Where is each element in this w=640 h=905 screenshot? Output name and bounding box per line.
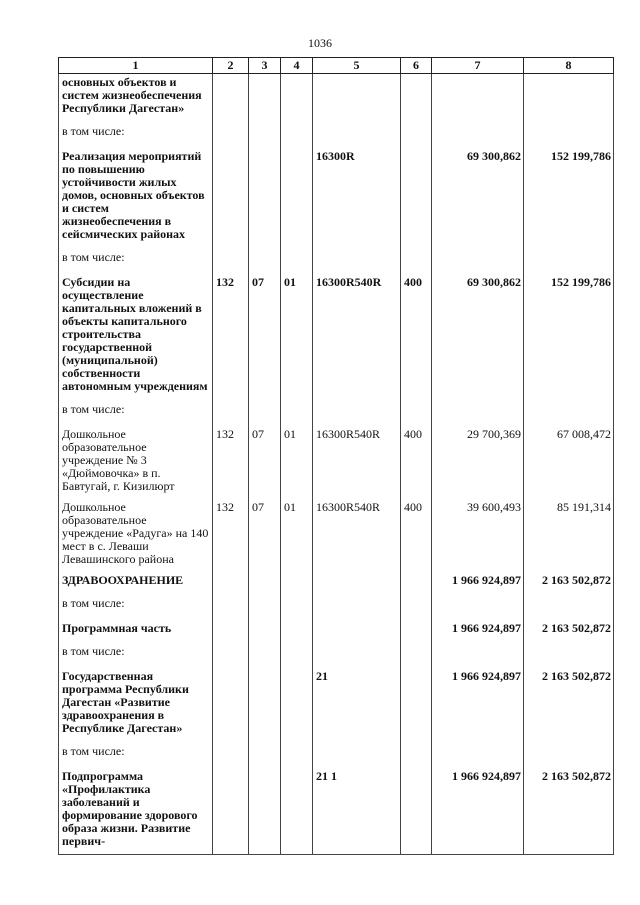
table-cell: в том числе: <box>59 121 213 148</box>
table-cell <box>313 247 401 274</box>
table-cell: 152 199,786 <box>524 148 614 247</box>
table-cell: Подпрограмма «Профилактика заболеваний и формирование здорового образа жизни. Развитие первич- <box>59 768 213 855</box>
table-cell <box>213 768 249 855</box>
table-cell <box>213 148 249 247</box>
column-header: 2 <box>213 58 249 74</box>
table-cell: Субсидии на осуществление капитальных вложений в объекты капитального строительства государственной (муниципальной) собственности автономным учреждениям <box>59 274 213 399</box>
table-row <box>59 74 614 122</box>
table-cell: 132 <box>213 499 249 572</box>
table-cell: 2 163 502,872 <box>524 620 614 641</box>
table-cell <box>524 399 614 426</box>
table-cell: 01 <box>281 426 313 499</box>
table-cell <box>213 399 249 426</box>
table-cell: 69 300,862 <box>432 274 524 399</box>
table-cell: в том числе: <box>59 641 213 668</box>
table-cell <box>401 741 432 768</box>
table-cell <box>313 572 401 593</box>
subheading-row <box>59 399 614 426</box>
table-cell <box>401 399 432 426</box>
table-cell <box>281 247 313 274</box>
table-cell <box>432 121 524 148</box>
table-row <box>59 620 614 641</box>
column-header: 6 <box>401 58 432 74</box>
column-header: 4 <box>281 58 313 74</box>
subheading-row <box>59 121 614 148</box>
budget-table <box>58 57 614 855</box>
table-cell: 07 <box>249 426 281 499</box>
table-cell <box>432 247 524 274</box>
table-cell: 21 1 <box>313 768 401 855</box>
table-cell <box>249 399 281 426</box>
table-cell: 16300R540R <box>313 426 401 499</box>
table-cell <box>249 74 281 122</box>
table-cell: 16300R540R <box>313 499 401 572</box>
table-cell <box>401 593 432 620</box>
table-cell: 2 163 502,872 <box>524 572 614 593</box>
column-header: 1 <box>59 58 213 74</box>
table-cell: 85 191,314 <box>524 499 614 572</box>
table-cell <box>281 593 313 620</box>
subheading-row <box>59 593 614 620</box>
table-cell <box>401 121 432 148</box>
table-cell <box>213 572 249 593</box>
table-cell <box>524 121 614 148</box>
table-cell <box>213 247 249 274</box>
subheading-row <box>59 247 614 274</box>
table-cell <box>213 620 249 641</box>
table-cell: 152 199,786 <box>524 274 614 399</box>
table-cell: 400 <box>401 274 432 399</box>
table-cell <box>281 148 313 247</box>
table-cell: Дошкольное образовательное учреждение «Радуга» на 140 мест в с. Леваши Левашинского района <box>59 499 213 572</box>
table-cell: 1 966 924,897 <box>432 768 524 855</box>
table-cell: 07 <box>249 274 281 399</box>
table-cell: 400 <box>401 499 432 572</box>
table-cell <box>249 741 281 768</box>
column-header: 8 <box>524 58 614 74</box>
table-cell <box>401 74 432 122</box>
table-cell: 69 300,862 <box>432 148 524 247</box>
table-cell <box>313 74 401 122</box>
table-row <box>59 148 614 247</box>
column-header: 3 <box>249 58 281 74</box>
table-cell: основных объектов и систем жизнеобеспечения Республики Дагестан» <box>59 74 213 122</box>
table-row <box>59 499 614 572</box>
table-cell: Реализация мероприятий по повышению устойчивости жилых домов, основных объектов и систем жизнеобеспечения в сейсмических районах <box>59 148 213 247</box>
table-cell <box>313 741 401 768</box>
table-cell <box>432 74 524 122</box>
table-cell: 67 008,472 <box>524 426 614 499</box>
page-number: 1036 <box>308 36 332 50</box>
table-cell <box>249 121 281 148</box>
subheading-row <box>59 641 614 668</box>
column-header: 5 <box>313 58 401 74</box>
table-cell <box>213 593 249 620</box>
table-row <box>59 668 614 741</box>
table-cell <box>281 74 313 122</box>
table-cell <box>249 668 281 741</box>
table-cell <box>281 641 313 668</box>
table-cell <box>524 247 614 274</box>
table-cell: 1 966 924,897 <box>432 668 524 741</box>
table-cell <box>524 741 614 768</box>
table-cell: Государственная программа Республики Дагестан «Развитие здравоохранения в Республике Дагестан» <box>59 668 213 741</box>
table-cell <box>401 768 432 855</box>
table-cell <box>313 641 401 668</box>
table-cell: в том числе: <box>59 247 213 274</box>
table-cell <box>213 641 249 668</box>
table-cell <box>524 593 614 620</box>
table-cell <box>432 399 524 426</box>
table-cell: 2 163 502,872 <box>524 668 614 741</box>
table-cell <box>401 641 432 668</box>
table-cell <box>249 247 281 274</box>
table-cell: ЗДРАВООХРАНЕНИЕ <box>59 572 213 593</box>
table-cell: 39 600,493 <box>432 499 524 572</box>
table-cell: 21 <box>313 668 401 741</box>
table-cell <box>249 593 281 620</box>
table-cell: 400 <box>401 426 432 499</box>
table-cell <box>213 74 249 122</box>
table-cell <box>432 741 524 768</box>
table-cell <box>249 148 281 247</box>
table-cell <box>281 668 313 741</box>
table-cell: 132 <box>213 426 249 499</box>
subheading-row <box>59 741 614 768</box>
table-cell: 1 966 924,897 <box>432 572 524 593</box>
table-cell <box>401 620 432 641</box>
table-cell <box>281 768 313 855</box>
table-header-row <box>59 58 614 74</box>
table-cell: 29 700,369 <box>432 426 524 499</box>
table-cell <box>313 593 401 620</box>
table-cell: в том числе: <box>59 399 213 426</box>
table-cell <box>432 593 524 620</box>
table-row <box>59 572 614 593</box>
table-cell: 16300R <box>313 148 401 247</box>
table-cell <box>213 741 249 768</box>
table-cell <box>213 121 249 148</box>
table-cell <box>249 620 281 641</box>
table-cell <box>401 572 432 593</box>
table-cell: Дошкольное образовательное учреждение № 3 «Дюймовочка» в п. Бавтугай, г. Кизилюрт <box>59 426 213 499</box>
table-cell: 01 <box>281 499 313 572</box>
table-cell: Программная часть <box>59 620 213 641</box>
table-cell <box>432 641 524 668</box>
table-cell <box>401 668 432 741</box>
table-cell <box>249 768 281 855</box>
table-row <box>59 768 614 855</box>
table-cell: в том числе: <box>59 593 213 620</box>
table-cell: 132 <box>213 274 249 399</box>
column-header: 7 <box>432 58 524 74</box>
table-cell <box>313 399 401 426</box>
table-cell: 2 163 502,872 <box>524 768 614 855</box>
table-cell <box>281 620 313 641</box>
table-cell <box>524 74 614 122</box>
table-cell <box>213 668 249 741</box>
table-cell: 01 <box>281 274 313 399</box>
table-row <box>59 274 614 399</box>
table-cell <box>281 121 313 148</box>
table-cell <box>401 148 432 247</box>
table-cell: 1 966 924,897 <box>432 620 524 641</box>
table-cell <box>281 399 313 426</box>
table-cell <box>313 620 401 641</box>
table-cell <box>524 641 614 668</box>
table-cell: 16300R540R <box>313 274 401 399</box>
table-cell <box>313 121 401 148</box>
table-cell <box>249 641 281 668</box>
table-cell <box>281 741 313 768</box>
table-cell <box>249 572 281 593</box>
table-cell: 07 <box>249 499 281 572</box>
table-body <box>59 74 614 855</box>
table-row <box>59 426 614 499</box>
table-cell <box>281 572 313 593</box>
table-cell: в том числе: <box>59 741 213 768</box>
table-cell <box>401 247 432 274</box>
